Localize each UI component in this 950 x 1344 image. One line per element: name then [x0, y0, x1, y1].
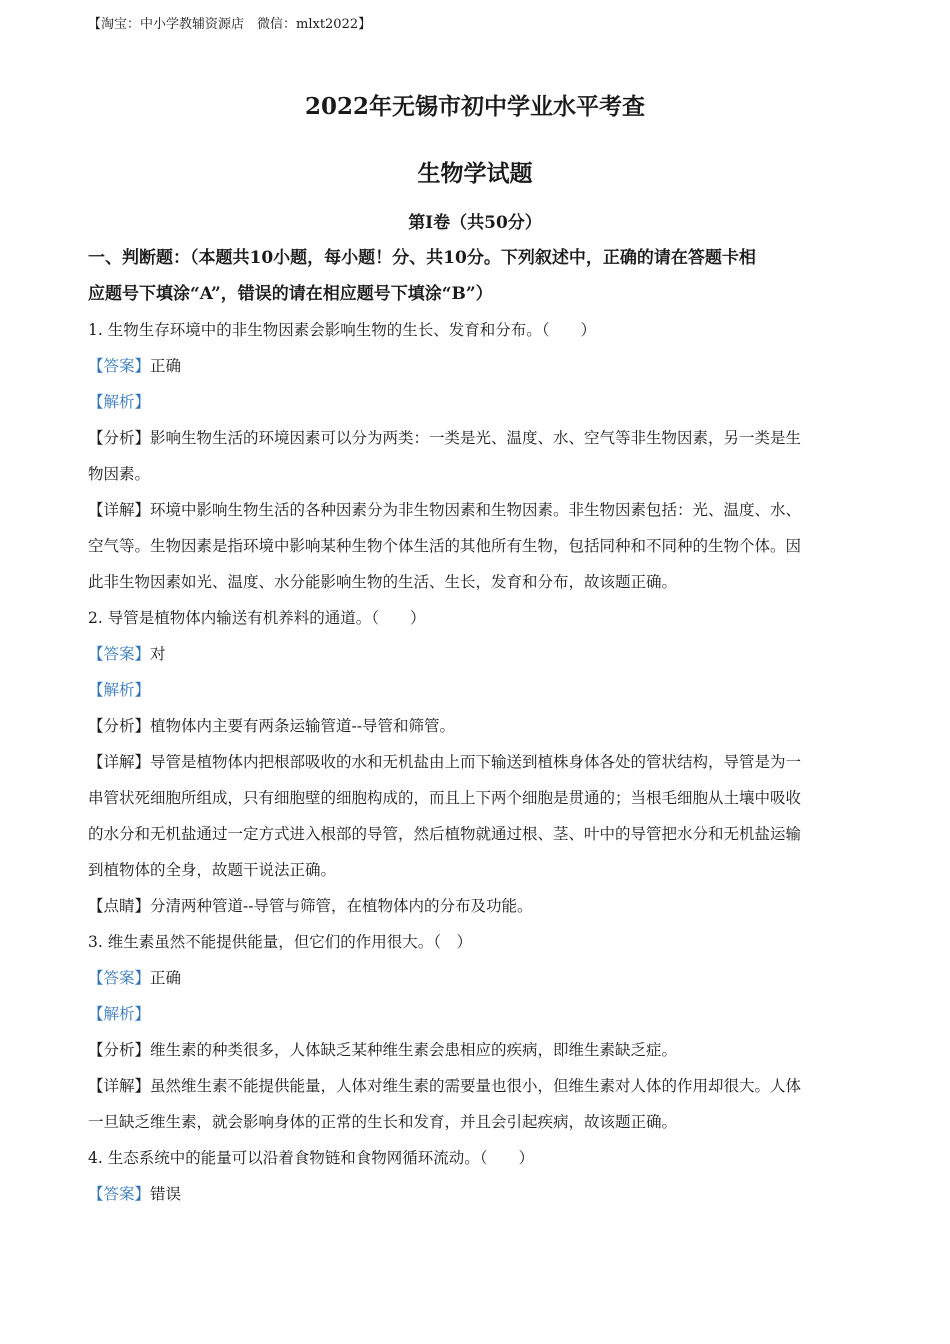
- q2-analysis-label: 【解析】: [88, 681, 151, 699]
- question-4: 4. 生态系统中的能量可以沿着食物链和食物网循环流动。（ ）: [88, 1149, 534, 1167]
- q1-answer-value: 正确: [150, 357, 182, 375]
- q2-xiangjie-line-4: 到植物体的全身，故题干说法正确。: [88, 861, 337, 879]
- question-2: 2. 导管是植物体内输送有机养料的通道。（ ）: [88, 609, 426, 627]
- q2-dianjing: 【点睛】分清两种管道--导管与筛管，在植物体内的分布及功能。: [88, 897, 533, 915]
- q2-answer-row: [88, 636, 866, 672]
- exam-subtitle: 生物学试题: [417, 160, 533, 187]
- q3-answer-value: 正确: [150, 969, 182, 987]
- answer-label: 【答案】: [88, 1185, 151, 1203]
- q1-fenxi-line-2: 物因素。: [88, 465, 151, 483]
- question-3: 3. 维生素虽然不能提供能量，但它们的作用很大。（ ）: [88, 933, 472, 951]
- q2-xiangjie-line-3: 的水分和无机盐通过一定方式进入根部的导管，然后植物就通过根、茎、叶中的导管把水分和无机盐运输: [88, 825, 802, 843]
- q1-xiangjie-line-3: 此非生物因素如光、温度、水分能影响生物的生活、生长，发育和分布，故该题正确。: [88, 573, 678, 591]
- section-heading-line-1: 一、判断题：（本题共10小题，每小题！分、共10分。下列叙述中，正确的请在答题卡相: [88, 248, 756, 268]
- q1-analysis-label: 【解析】: [88, 393, 151, 411]
- q2-answer-value: 对: [150, 645, 166, 663]
- section-heading-line-2: 应题号下填涂“A”，错误的请在相应题号下填涂“B”）: [88, 284, 493, 304]
- answer-label: 【答案】: [88, 645, 151, 663]
- answer-label: 【答案】: [88, 969, 151, 987]
- volume-heading: 第Ⅰ卷（共50分）: [408, 213, 542, 233]
- q1-fenxi-line-1: 【分析】影响生物生活的环境因素可以分为两类：一类是光、温度、水、空气等非生物因素，另一类是生: [88, 429, 802, 447]
- q3-fenxi-line-1: 【分析】维生素的种类很多，人体缺乏某种维生素会患相应的疾病，即维生素缺乏症。: [88, 1041, 678, 1059]
- answer-label: 【答案】: [88, 357, 151, 375]
- q1-xiangjie-line-2: 空气等。生物因素是指环境中影响某种生物个体生活的其他所有生物，包括同种和不同种的生物个体。因: [88, 537, 802, 555]
- header-note: 【淘宝：中小学教辅资源店 微信：mlxt2022】: [88, 17, 372, 32]
- q1-answer-row: [88, 348, 866, 384]
- exam-title: 2022年无锡市初中学业水平考查: [304, 93, 645, 120]
- q3-xiangjie-line-1: 【详解】虽然维生素不能提供能量，人体对维生素的需要量也很小，但维生素对人体的作用却很大。人体: [88, 1077, 802, 1095]
- q1-xiangjie-line-1: 【详解】环境中影响生物生活的各种因素分为非生物因素和生物因素。非生物因素包括：光、温度、水、: [88, 501, 802, 519]
- q3-answer-row: [88, 960, 866, 996]
- document-body: [88, 240, 866, 1212]
- q2-xiangjie-line-1: 【详解】导管是植物体内把根部吸收的水和无机盐由上而下输送到植株身体各处的管状结构，导管是为一: [88, 753, 802, 771]
- q2-fenxi-line-1: 【分析】植物体内主要有两条运输管道--导管和筛管。: [88, 717, 455, 735]
- q3-analysis-label: 【解析】: [88, 1005, 151, 1023]
- q2-xiangjie-line-2: 串管状死细胞所组成，只有细胞壁的细胞构成的，而且上下两个细胞是贯通的；当根毛细胞从土壤中吸收: [88, 789, 802, 807]
- q3-xiangjie-line-2: 一旦缺乏维生素，就会影响身体的正常的生长和发育，并且会引起疾病，故该题正确。: [88, 1113, 678, 1131]
- q4-answer-row: [88, 1176, 866, 1212]
- q4-answer-value: 错误: [150, 1185, 182, 1203]
- question-1: 1. 生物生存环境中的非生物因素会影响生物的生长、发育和分布。（ ）: [88, 321, 596, 339]
